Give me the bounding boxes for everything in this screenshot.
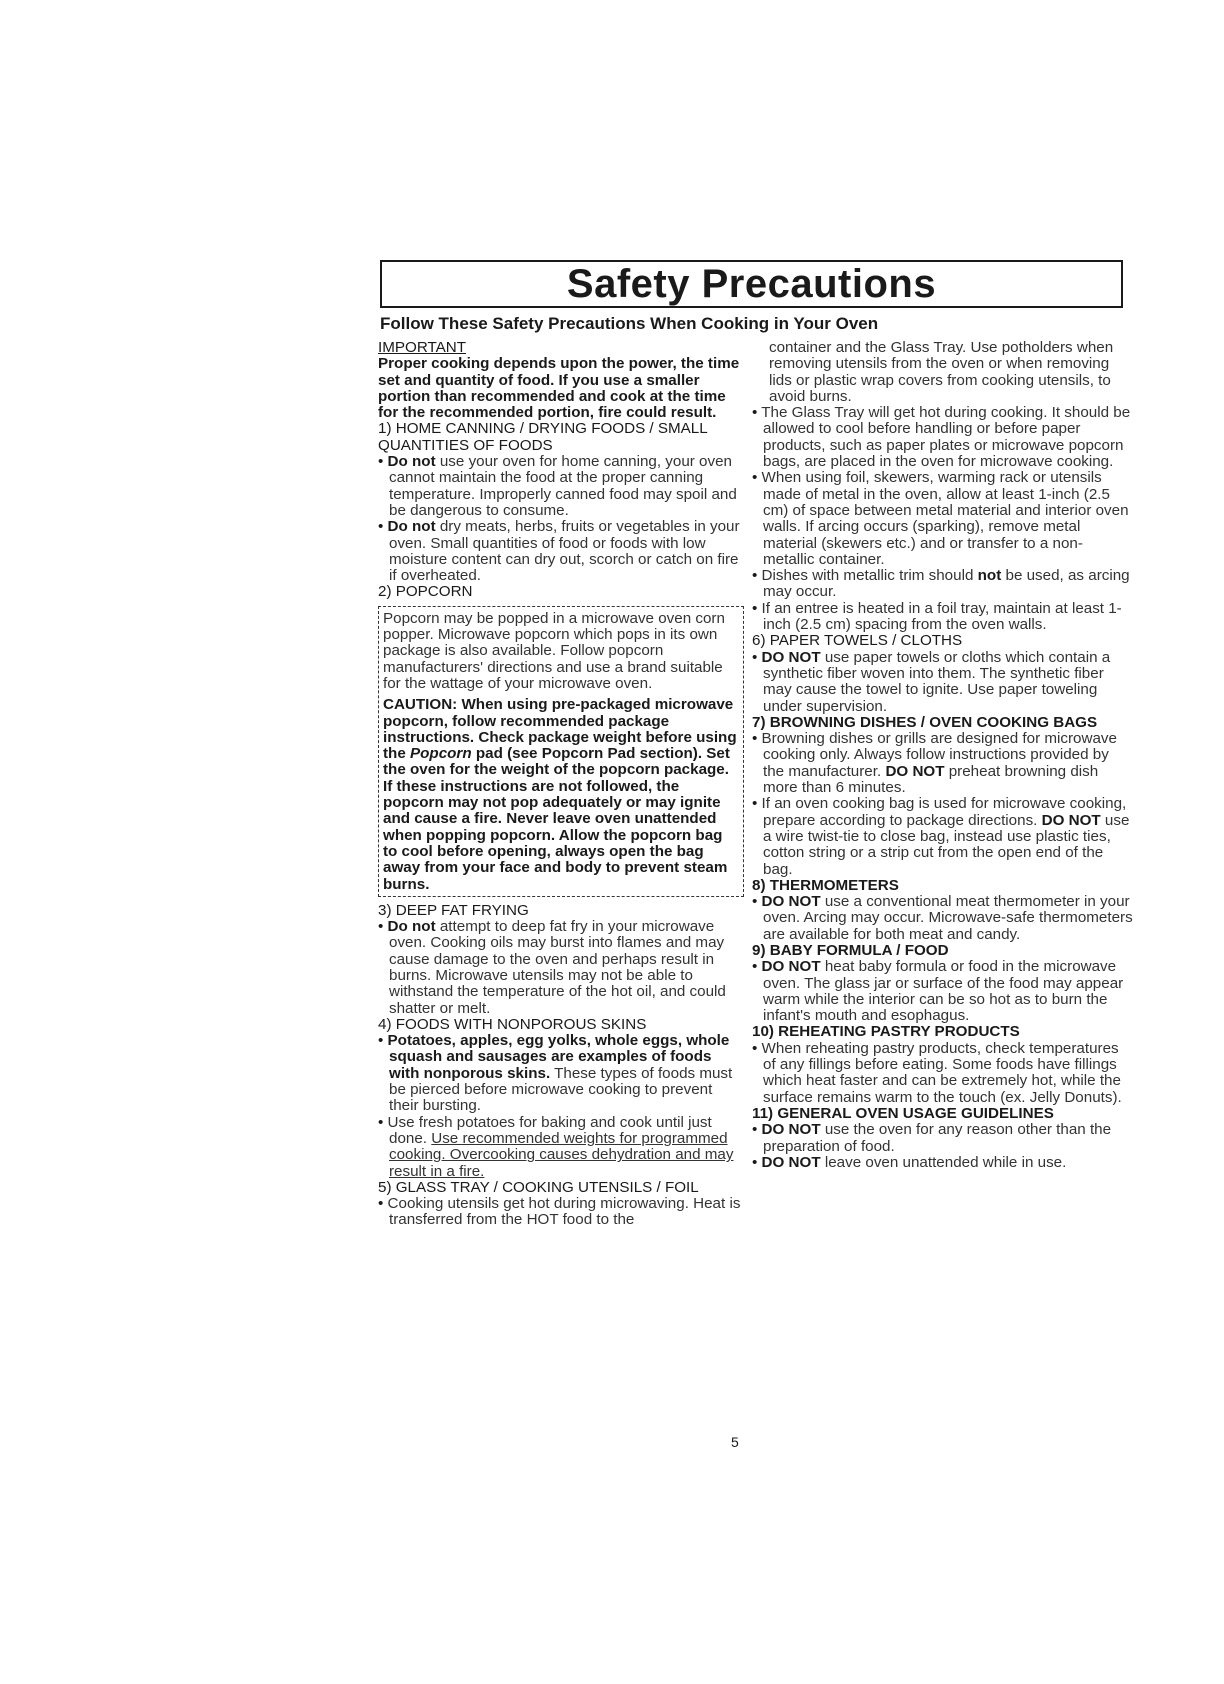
important-text: Proper cooking depends upon the power, the time set and quantity of food. If you use a smaller portion than recommended and cook at the time for the recommended portion, fire could result. [378, 355, 740, 422]
section-5-bullet-2: • The Glass Tray will get hot during cooking. It should be allowed to cool before handling or before paper products, such as paper plates or microwave popcorn bags, are placed in the oven for microwave cooking. [752, 404, 1131, 471]
title-box [380, 260, 1123, 308]
page-title: Safety Precautions [566, 262, 937, 306]
section-11-bullet-2: • DO NOT leave oven unattended while in use. [752, 1153, 1067, 1171]
section-5-bullet-4: • Dishes with metallic trim should not be used, as arcing may occur. [752, 567, 1130, 601]
left-column [378, 340, 744, 1229]
section-10-bullet-1: • When reheating pastry products, check temperatures of any fillings before eating. Some foods have fillings which heat faster and can be extremely hot, while the surface remains warm to the touch (ex. Jelly Donuts). [752, 1039, 1122, 1106]
section-1-title: 1) HOME CANNING / DRYING FOODS / SMALL QUANTITIES OF FOODS [378, 420, 708, 454]
section-8-title: 8) THERMOMETERS [752, 876, 899, 894]
section-4-bullet-2: • Use fresh potatoes for baking and cook until just done. Use recommended weights for programmed cooking. Overcooking causes dehydration and may result in a fire. [378, 1113, 734, 1180]
page-subtitle: Follow These Safety Precautions When Cooking in Your Oven [380, 314, 879, 333]
page-number: 5 [731, 1434, 739, 1450]
section-9-bullet-1: • DO NOT heat baby formula or food in the microwave oven. The glass jar or surface of the food may appear warm while the interior can be so hot as to burn the infant's mouth and esophagus. [752, 958, 1124, 1025]
section-11-bullet-1: • DO NOT use the oven for any reason other than the preparation of food. [752, 1121, 1112, 1155]
section-5-title: 5) GLASS TRAY / COOKING UTENSILS / FOIL [378, 1178, 699, 1196]
caution-text: CAUTION: When using pre-packaged microwave popcorn, follow recommended package instructions. Check package weight before using the Popcorn pad (see Popcorn Pad section). Set the oven for the weight of the popcorn package. [383, 696, 737, 779]
section-1-bullet-2: • Do not dry meats, herbs, fruits or vegetables in your oven. Small quantities of food or foods with low moisture content can dry out, scorch or catch on fire if overheated. [378, 518, 740, 585]
section-9-title: 9) BABY FORMULA / FOOD [752, 941, 949, 959]
section-5-bullet-3: • When using foil, skewers, warming rack or utensils made of metal in the oven, allow at least 1-inch (2.5 cm) of space between metal material and interior oven walls. If arcing occurs (sparking), remove metal material (skewers etc.) and or transfer to a non-metallic container. [752, 469, 1129, 568]
right-column [752, 340, 1134, 1171]
section-10-title: 10) REHEATING PASTRY PRODUCTS [752, 1023, 1020, 1041]
section-2-title: 2) POPCORN [378, 583, 473, 601]
section-5-bullet-5: • If an entree is heated in a foil tray, maintain at least 1-inch (2.5 cm) spacing from the oven walls. [752, 599, 1122, 634]
section-11-title: 11) GENERAL OVEN USAGE GUIDELINES [752, 1104, 1054, 1122]
caution-text-2: If these instructions are not followed, the popcorn may not pop adequately or may ignite and cause a fire. Never leave oven unattended when popping popcorn. Allow the popcorn bag to cool before opening, always open the bag away from your face and body to prevent steam burns. [383, 777, 728, 893]
section-5-bullet-1: • Cooking utensils get hot during microwaving. Heat is transferred from the HOT food to the [378, 1195, 741, 1229]
section-5-continued: container and the Glass Tray. Use potholders when removing utensils from the oven or when removing lids or plastic wrap covers from cooking utensils, to avoid burns. [769, 339, 1114, 405]
section-6-bullet-1: • DO NOT use paper towels or cloths which contain a synthetic fiber woven into them. The synthetic fiber may cause the towel to ignite. Use paper toweling under supervision. [752, 648, 1111, 715]
section-7-bullet-2: • If an oven cooking bag is used for microwave cooking, prepare according to package directions. DO NOT use a wire twist-tie to close bag, instead use plastic ties, cotton string or a strip cut from the open end of the bag. [752, 795, 1130, 878]
popcorn-note-box [378, 606, 744, 897]
important-label: IMPORTANT [378, 339, 467, 356]
section-4-title: 4) FOODS WITH NONPOROUS SKINS [378, 1015, 647, 1033]
section-1-bullet-1: • Do not use your oven for home canning, your oven cannot maintain the food at the proper canning temperature. Improperly canned food may spoil and be dangerous to consume. [378, 453, 737, 519]
section-8-bullet-1: • DO NOT use a conventional meat thermometer in your oven. Arcing may occur. Microwave-safe thermometers are available for both meat and candy. [752, 893, 1133, 943]
section-3-bullet-1: • Do not attempt to deep fat fry in your microwave oven. Cooking oils may burst into flames and may cause damage to the oven and perhaps result in burns. Microwave utensils may not be able to withstand the temperature of the hot oil, and could shatter or melt. [378, 918, 726, 1017]
section-3-title: 3) DEEP FAT FRYING [378, 901, 529, 919]
section-4-bullet-1: • Potatoes, apples, egg yolks, whole eggs, whole squash and sausages are examples of foods with nonporous skins. These types of foods must be pierced before microwave cooking to prevent their bursting. [378, 1032, 733, 1115]
section-6-title: 6) PAPER TOWELS / CLOTHS [752, 632, 963, 650]
section-7-title: 7) BROWNING DISHES / OVEN COOKING BAGS [752, 713, 1098, 731]
popcorn-note: Popcorn may be popped in a microwave oven corn popper. Microwave popcorn which pops in its own package is also available. Follow popcorn manufacturers' directions and use a brand suitable for the wattage of your microwave oven. [383, 609, 725, 692]
section-7-bullet-1: • Browning dishes or grills are designed for microwave cooking only. Always follow instructions provided by the manufacturer. DO NOT preheat browning dish more than 6 minutes. [752, 730, 1117, 797]
